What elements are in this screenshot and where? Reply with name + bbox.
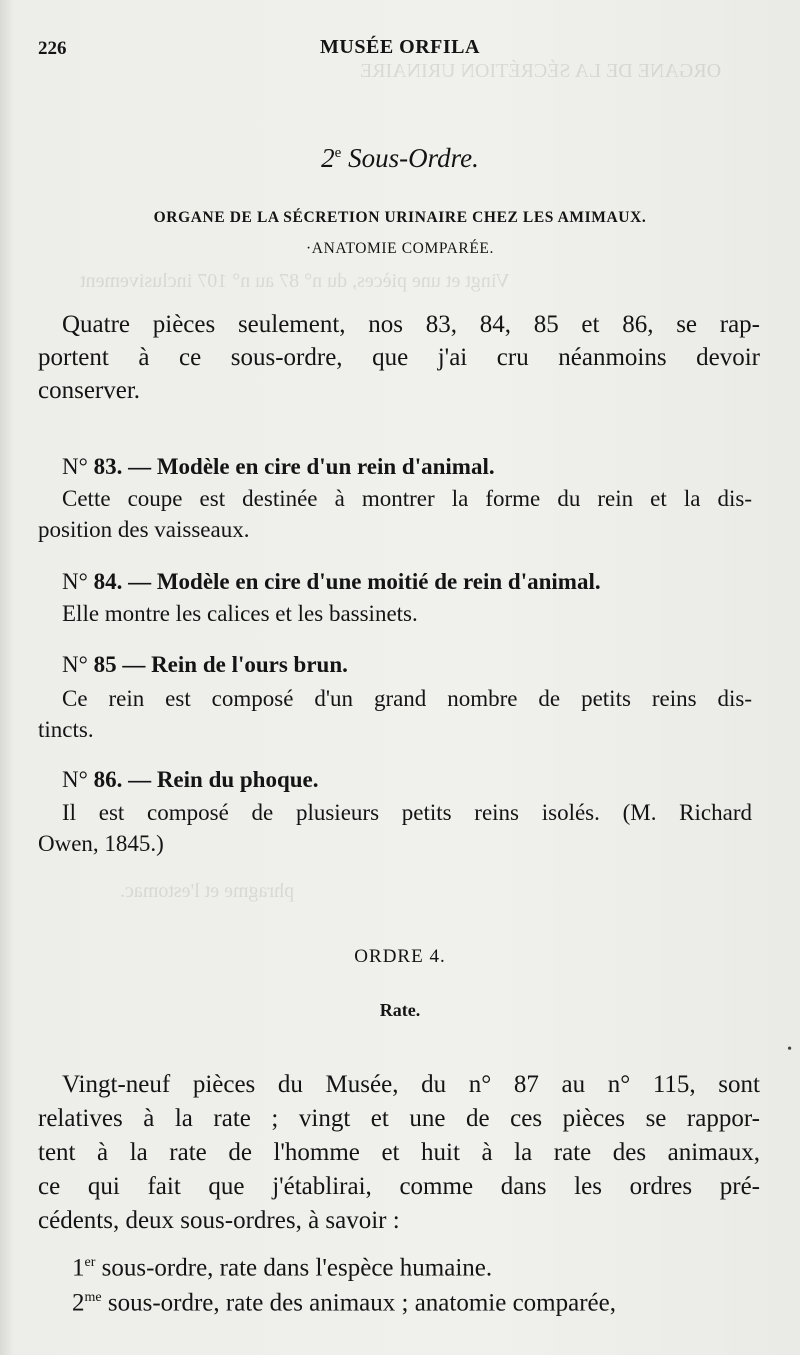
sub-order-suffix: e [334, 145, 342, 161]
entry-text-line: tincts. [38, 717, 94, 742]
entry-title: . — Modèle en cire d'une moitié de rein d'animal. [116, 569, 601, 594]
entry-heading [62, 452, 495, 482]
closing-line: ce qui fait que j'établirai, comme dans les ordres pré- [38, 1173, 760, 1200]
section-heading-anatomie: ·ANATOMIE COMPARÉE. [306, 240, 494, 257]
order-subject: Rate. [379, 1000, 421, 1020]
closing-line: cédents, deux sous-ordres, à savoir : [38, 1207, 400, 1234]
page-number: 226 [38, 38, 67, 59]
entry-prefix: N° [62, 454, 94, 479]
intro-line: portent à ce sous-ordre, que j'ai cru néanmoins devoir [38, 344, 760, 371]
entry-title: — Rein de l'ours brun. [116, 652, 348, 677]
entry-prefix: N° [62, 652, 94, 677]
entry-heading [62, 650, 348, 680]
entry-number: 83 [93, 454, 117, 479]
entry-text-line: Elle montre les calices et les bassinets. [62, 601, 418, 626]
entry-number: 84 [93, 569, 117, 594]
running-title: MUSÉE ORFILA [320, 36, 480, 58]
sub-order-title: Sous-Ordre. [341, 143, 479, 173]
list-number: 2 [72, 1289, 85, 1317]
entry-number: 85 [93, 652, 117, 677]
intro-line: conserver. [38, 377, 141, 404]
entry-text-line: Il est composé de plusieurs petits reins isolés. (M. Richard [62, 800, 752, 825]
closing-list-item [72, 1281, 616, 1319]
entry-text-line: Cette coupe est destinée à montrer la forme du rein et la dis- [62, 486, 752, 511]
sub-order-heading [0, 143, 800, 174]
closing-list-item [72, 1246, 492, 1284]
entry-text-line: Owen, 1845.) [38, 831, 164, 856]
entry-heading [62, 567, 601, 597]
section-heading-organe: ORGANE DE LA SÉCRETION URINAIRE CHEZ LES AMIMAUX. [153, 209, 647, 226]
entry-prefix: N° [62, 767, 94, 792]
order-heading: ORDRE 4. [354, 946, 446, 967]
list-suffix: er [84, 1255, 96, 1270]
entry-prefix: N° [62, 569, 94, 594]
intro-line: Quatre pièces seulement, nos 83, 84, 85 et 86, se rap- [62, 311, 760, 338]
sub-order-number: 2 [321, 143, 335, 173]
list-suffix: me [84, 1290, 102, 1305]
closing-line: tent à la rate de l'homme et huit à la rate des animaux, [38, 1139, 760, 1166]
list-text: sous-ordre, rate des animaux ; anatomie comparée, [101, 1289, 616, 1317]
entry-title: . — Rein du phoque. [116, 767, 319, 792]
margin-dot: • [787, 1042, 792, 1057]
entry-heading [62, 765, 319, 795]
list-text: sous-ordre, rate dans l'espèce humaine. [95, 1254, 493, 1282]
show-through-text: Vingt et une pièces, du n° 87 au n° 107 inclusivement [80, 270, 510, 292]
entry-title: . — Modèle en cire d'un rein d'animal. [116, 454, 495, 479]
show-through-text: ORGANE DE LA SÉCRÉTION URINAIRE [360, 60, 722, 82]
entry-text-line: position des vaisseaux. [38, 517, 250, 542]
entry-number: 86 [93, 767, 117, 792]
list-number: 1 [72, 1254, 85, 1282]
closing-line: Vingt-neuf pièces du Musée, du n° 87 au n° 115, sont [62, 1071, 760, 1098]
show-through-text: phragme et l'estomac. [120, 880, 295, 902]
entry-text-line: Ce rein est composé d'un grand nombre de petits reins dis- [62, 686, 752, 711]
closing-line: relatives à la rate ; vingt et une de ces pièces se rappor- [38, 1105, 760, 1132]
